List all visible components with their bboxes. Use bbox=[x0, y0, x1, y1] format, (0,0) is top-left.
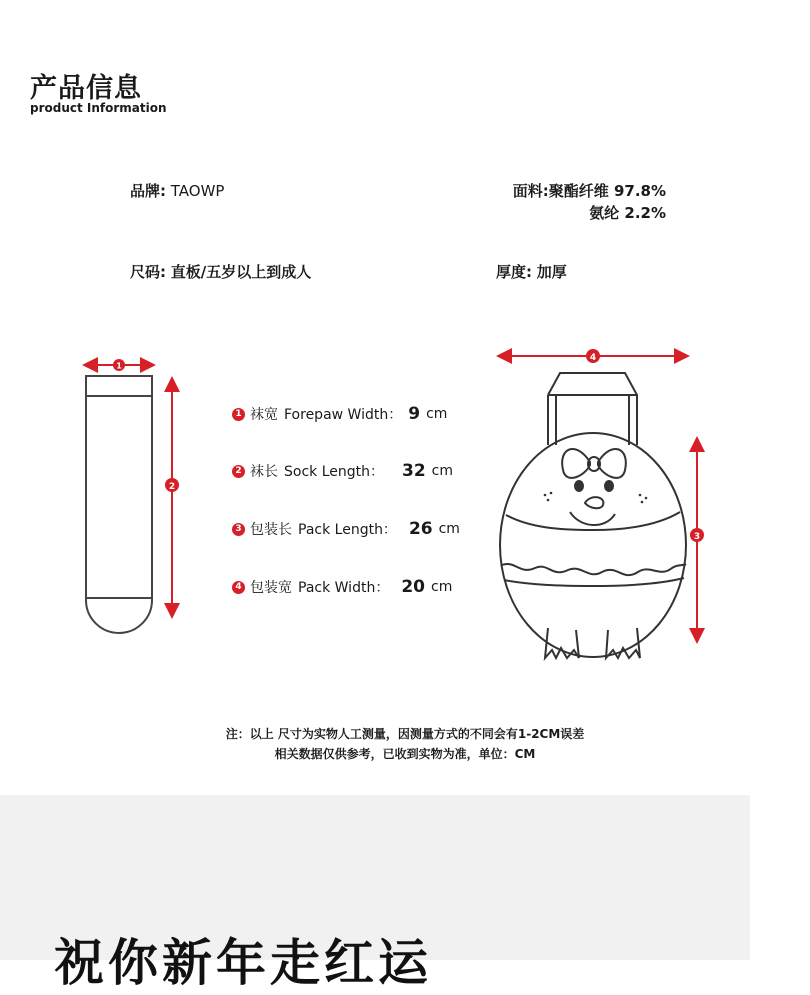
pack-diagram bbox=[490, 340, 720, 670]
spec-size-value: 直板/五岁以上到成人 bbox=[170, 263, 312, 281]
dimension-row-pack-length bbox=[232, 519, 460, 539]
dimension-cn: 袜长 bbox=[250, 464, 278, 480]
sock-width-badge: 1 bbox=[116, 361, 122, 371]
dimension-row-sock-length bbox=[232, 461, 453, 481]
dimension-en: Forepaw Width： bbox=[284, 407, 403, 423]
sock-length-badge: 2 bbox=[168, 482, 176, 492]
dimension-unit: cm bbox=[426, 406, 448, 422]
measurement-note-line-1: 注：以上 尺寸为实物人工测量，因测量方式的不同会有1-2CM误差 bbox=[225, 727, 585, 741]
spec-thickness bbox=[496, 261, 567, 282]
dimension-badge: 1 bbox=[232, 408, 245, 421]
sock-outline bbox=[86, 376, 152, 633]
dimension-badge: 2 bbox=[232, 465, 245, 478]
spec-fabric-value-1: 聚酯纤维 97.8% bbox=[548, 182, 666, 200]
bottom-banner-title: 祝你新年走红运 bbox=[54, 934, 432, 992]
spec-brand-label: 品牌: bbox=[130, 182, 166, 200]
dimension-value: 32 bbox=[402, 461, 426, 481]
spec-thickness-label: 厚度: bbox=[496, 263, 532, 281]
dimension-en: Pack Length： bbox=[298, 522, 397, 538]
dimension-row-pack-width bbox=[232, 577, 452, 597]
dimension-en: Pack Width： bbox=[298, 580, 390, 596]
dimension-value: 26 bbox=[408, 519, 433, 539]
pack-length-arrow bbox=[690, 440, 704, 640]
dimension-cn: 包装长 bbox=[250, 522, 292, 538]
measurement-note-line-2: 相关数据仅供参考，已收到实物为准，单位：CM bbox=[274, 747, 536, 761]
dimension-badge: 4 bbox=[232, 581, 245, 594]
sock-width-arrow bbox=[86, 359, 152, 371]
dimension-value: 9 bbox=[408, 404, 421, 424]
spec-fabric-value-2: 氨纶 2.2% bbox=[589, 204, 666, 222]
pack-length-badge: 3 bbox=[693, 532, 701, 542]
dimension-unit: cm bbox=[431, 579, 453, 595]
spec-brand-value: TAOWP bbox=[170, 182, 225, 200]
dimension-cn: 包装宽 bbox=[250, 580, 292, 596]
pack-width-arrow bbox=[500, 349, 686, 363]
dimension-row-forepaw-width bbox=[232, 404, 447, 424]
bottom-banner bbox=[0, 795, 750, 992]
page-title: 产品信息 bbox=[30, 73, 142, 104]
spec-brand bbox=[130, 180, 224, 201]
dimension-badge: 3 bbox=[232, 523, 245, 536]
spec-size bbox=[130, 261, 311, 282]
pack-outline bbox=[500, 373, 686, 658]
page-subtitle: product Information bbox=[30, 101, 167, 115]
spec-fabric bbox=[513, 180, 666, 224]
sock-length-arrow bbox=[165, 380, 179, 615]
pack-width-badge: 4 bbox=[589, 353, 597, 363]
dimension-unit: cm bbox=[431, 463, 454, 479]
sock-diagram bbox=[70, 350, 200, 650]
dimension-unit: cm bbox=[438, 521, 460, 537]
dimension-en: Sock Length： bbox=[284, 464, 384, 480]
dimension-cn: 袜宽 bbox=[250, 407, 278, 423]
spec-size-label: 尺码: bbox=[130, 263, 166, 281]
spec-thickness-value: 加厚 bbox=[536, 263, 567, 281]
measurement-note bbox=[0, 724, 810, 764]
spec-fabric-label: 面料: bbox=[512, 182, 549, 200]
dimension-value: 20 bbox=[401, 577, 425, 597]
